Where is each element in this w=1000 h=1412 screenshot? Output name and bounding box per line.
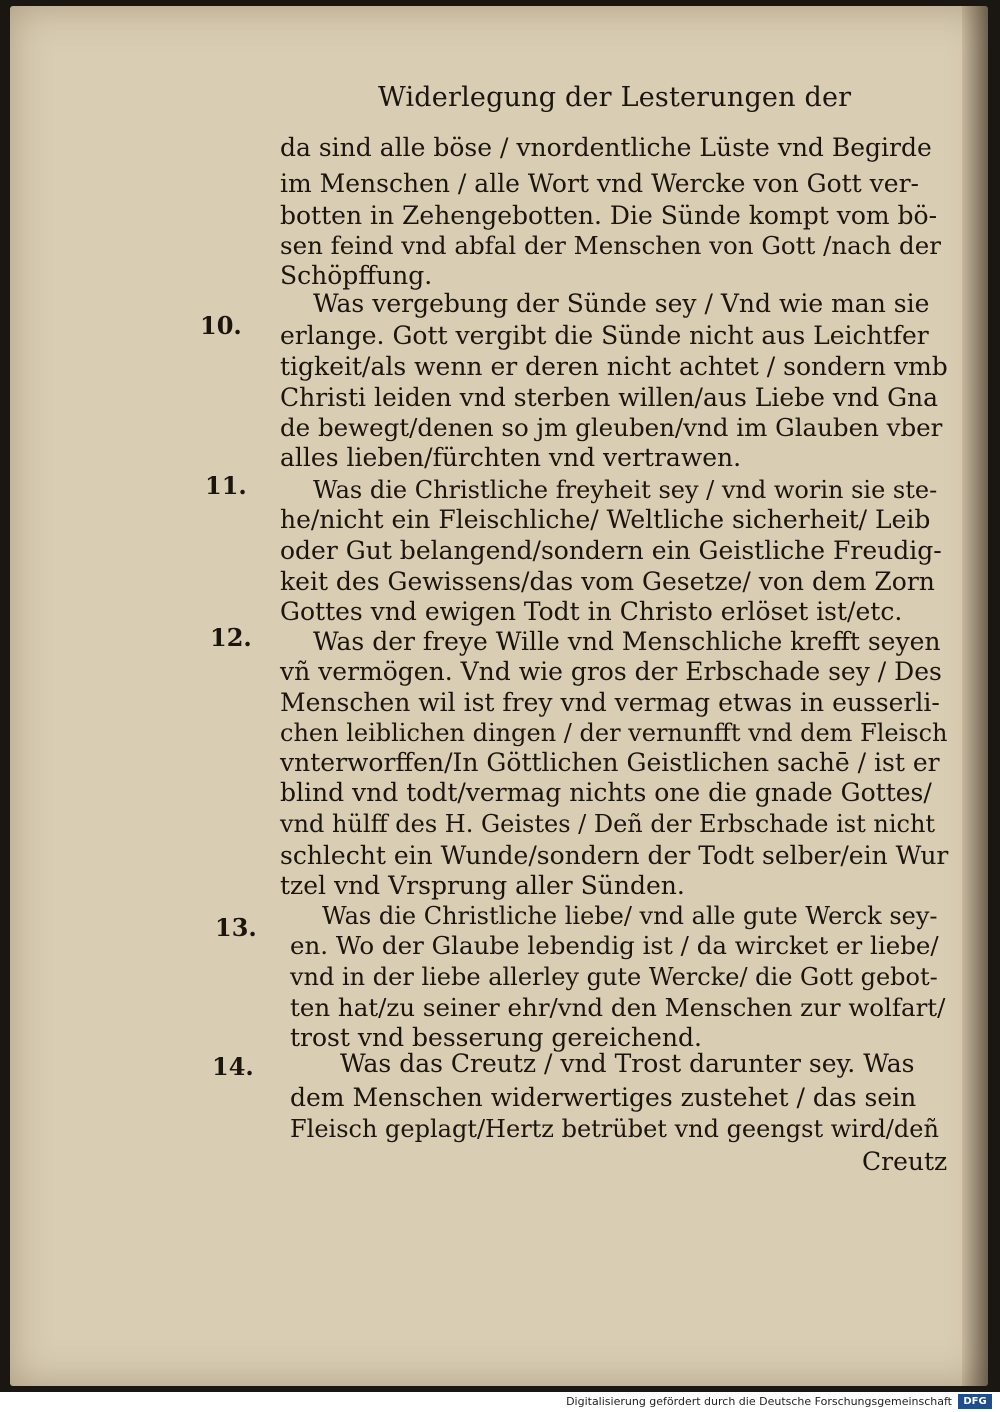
text-line: sen feind vnd abfal der Menschen von Gott /nach der bbox=[280, 231, 941, 260]
text-line: im Menschen / alle Wort vnd Wercke von Gott ver- bbox=[280, 169, 919, 198]
text-line: tzel vnd Vrsprung aller Sünden. bbox=[280, 871, 685, 900]
margin-number: 10. bbox=[200, 311, 242, 340]
text-line: alles lieben/fürchten vnd vertrawen. bbox=[280, 443, 742, 472]
text-line: Was die Christliche liebe/ vnd alle gute Werck sey- bbox=[322, 902, 938, 930]
text-line: vñ vermögen. Vnd wie gros der Erbschade sey / Des bbox=[280, 657, 942, 686]
text-line: en. Wo der Glaube lebendig ist / da wircket er liebe/ bbox=[290, 931, 939, 960]
text-line: Was der freye Wille vnd Menschliche krefft seyen bbox=[313, 627, 941, 656]
text-line: Gottes vnd ewigen Todt in Christo erlöset ist/etc. bbox=[280, 597, 903, 626]
text-line: ten hat/zu seiner ehr/vnd den Menschen zur wolfart/ bbox=[290, 993, 946, 1022]
dfg-logo: DFG bbox=[958, 1394, 992, 1409]
text-line: vnd hülff des H. Geistes / Deñ der Erbschade ist nicht bbox=[280, 810, 936, 838]
text-line: Fleisch geplagt/Hertz betrübet vnd geengst wird/deñ bbox=[290, 1115, 939, 1143]
text-line: Was das Creutz / vnd Trost darunter sey. Was bbox=[340, 1049, 915, 1078]
text-line: dem Menschen widerwertiges zustehet / das sein bbox=[290, 1083, 917, 1112]
text-line: tigkeit/als wenn er deren nicht achtet / sondern vmb bbox=[280, 352, 948, 381]
catchword: Creutz bbox=[862, 1147, 948, 1176]
text-line: he/nicht ein Fleischliche/ Weltliche sicherheit/ Leib bbox=[280, 505, 931, 534]
text-line: Schöpffung. bbox=[280, 261, 433, 290]
text-line: de bewegt/denen so jm gleuben/vnd im Glauben vber bbox=[280, 413, 943, 442]
margin-number: 13. bbox=[215, 913, 257, 942]
running-head: Widerlegung der Lesterungen der bbox=[378, 82, 852, 113]
text-line: erlange. Gott vergibt die Sünde nicht aus Leichtfer bbox=[280, 321, 929, 350]
text-line: botten in Zehengebotten. Die Sünde kompt vom bö- bbox=[280, 201, 938, 230]
footer-bar bbox=[0, 1392, 1000, 1412]
text-line: chen leiblichen dingen / der vernunfft vnd dem Fleisch bbox=[280, 719, 948, 747]
text-line: keit des Gewissens/das vom Gesetze/ von dem Zorn bbox=[280, 567, 935, 596]
margin-number: 14. bbox=[212, 1052, 254, 1081]
text-line: Was vergebung der Sünde sey / Vnd wie man sie bbox=[313, 289, 930, 318]
text-line: Was die Christliche freyheit sey / vnd worin sie ste- bbox=[313, 476, 938, 504]
text-line: trost vnd besserung gereichend. bbox=[290, 1023, 702, 1052]
margin-number: 12. bbox=[210, 623, 252, 652]
text-line: da sind alle böse / vnordentliche Lüste vnd Begirde bbox=[280, 133, 932, 162]
margin-number: 11. bbox=[205, 471, 247, 500]
text-line: vnd in der liebe allerley gute Wercke/ die Gott gebot- bbox=[290, 963, 938, 991]
text-line: schlecht ein Wunde/sondern der Todt selber/ein Wur bbox=[280, 841, 949, 870]
page-edge-shadow bbox=[962, 6, 988, 1386]
text-line: Christi leiden vnd sterben willen/aus Liebe vnd Gna bbox=[280, 383, 939, 412]
text-line: oder Gut belangend/sondern ein Geistliche Freudig- bbox=[280, 536, 942, 565]
text-line: Menschen wil ist frey vnd vermag etwas in eusserli- bbox=[280, 688, 940, 717]
funding-note: Digitalisierung gefördert durch die Deutsche Forschungsgemeinschaft bbox=[566, 1395, 952, 1408]
text-line: blind vnd todt/vermag nichts one die gnade Gottes/ bbox=[280, 778, 932, 807]
text-line: vnterworffen/In Göttlichen Geistlichen sachē / ist er bbox=[280, 748, 940, 777]
